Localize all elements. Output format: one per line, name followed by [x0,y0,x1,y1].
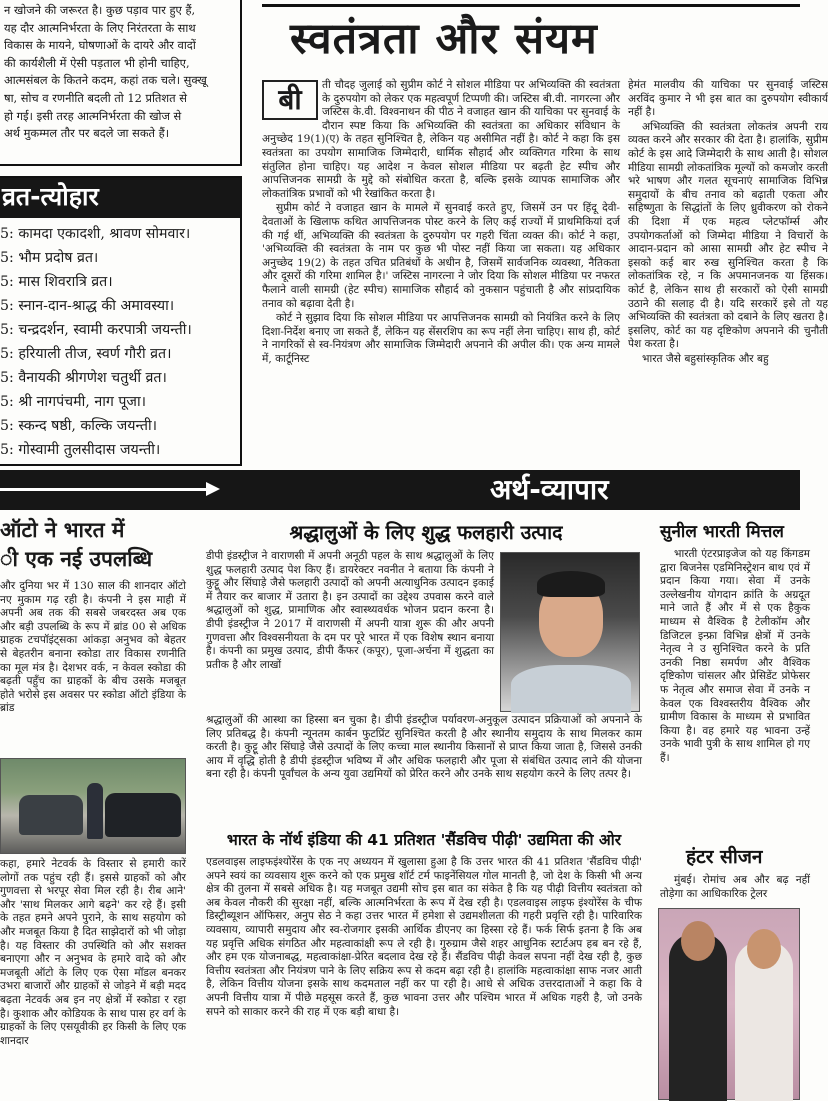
portrait-hair [537,571,605,597]
farhali-headline: श्रद्धालुओं के लिए शुद्ध फलहारी उत्पाद [289,521,563,544]
teaser-line: की कार्यशैली में ऐसी पड़ताल भी होनी चाहिए, [4,55,190,70]
editorial-dropcap: बी [262,80,318,120]
hunter-text-p: मुंबई। रोमांच अब और बढ़ नहीं तोड़ेगा का आधिकारिक ट्रेलर [660,874,810,900]
sunil-headline: सुनील भारती मित्तल [660,522,784,542]
arrow-right-icon [0,488,210,491]
skoda-text1-p: और दुनिया भर में 130 साल की शानदार ऑटो नए मुकाम गढ़ रही है। कंपनी ने इस माही में अपनी अब तक की सबसे जबरदस्त अब एक और बड़ी उपलब्धि के रूप में ब्रांड 00 से अधिक ग्राहक टचपॉइंट्सका आंकड़ा अनुभव को बेहतर से बेहतरीन बनाना स्कोडा तार विकास रणनीति का मूल मंत्र है। देशभर वर्क, न केवल स्कोडा की बढ़ती पहुँच का ग्राहकों के बीच उसके मजबूत होते भरोसे इस अवसर पर स्कोडा ऑटो इंडिया के ब्रांड [0,580,186,715]
section-band [0,470,800,510]
editorial-col1-p3: कोर्ट ने सुझाव दिया कि सोशल मीडिया पर आपत्तिजनक सामग्री को नियंत्रित करने के लिए दिशा-निर्देश बनाए जा सकते हैं, लेकिन यह सेंसरशिप का रूप नहीं लेना चाहिए। साथ ही, कोर्ट ने नागरिकों से स्व-नियंत्रण और सामाजिक जिम्मेदारी अपनाने की अपील की। एक अन्य मामले में, कार्टूनिस्ट [262,312,620,365]
vrat-list-item: 5: गोस्वामी तुलसीदास जयन्ती। [0,442,161,458]
teaser-line: यह दौर आत्मनिर्भरता के लिए निरंतरता के साथ [4,20,196,35]
vrat-list-item: 5: मास शिवरात्रि व्रत। [0,274,113,290]
vrat-list-item: 5: कामदा एकादशी, श्रावण सोमवार। [0,226,191,242]
top-left-teaser [0,0,242,166]
skoda-headline-l2: ी एक नई उपलब्धि [0,547,153,571]
skoda-headline-l1: ऑटो ने भारत में [0,518,125,542]
editorial-col2-p1: हेमंत मालवीय की याचिका पर सुनवाई जस्टिस अरविंद कुमार ने भी इस बात का दुरुपयोग स्वीकार्य नहीं है। [628,79,828,119]
teaser-line: हो गई। इसी तरह आत्मनिर्भरता की खोज से [4,108,182,123]
editorial-col2 [628,79,828,469]
vrat-list-item: 5: हरियाली तीज, स्वर्ण गौरी व्रत। [0,346,172,362]
actor-right-face [747,929,781,969]
sandwich-text-p: एडलवाइस लाइफइंश्योरेंस के एक नए अध्ययन में खुलासा हुआ है कि उत्तर भारत की 41 प्रतिशत 'सैंडविच पीढ़ी' अपने स्वयं का व्यवसाय शुरू करने को एक प्रमुख शॉर्ट टर्म फाइनेंसियल गोल मानती है, जो देश के किसी भी अन्य क्षेत्र की तुलना में सबसे अधिक है। यह मजबूत उद्यमी सोच इस बात का संकेत है कि यह पीढ़ी वित्तीय स्वतंत्रता को अब केवल नौकरी की सुरक्षा नहीं, बल्कि आत्मनिर्भरता के रूप में देख रही है। एडलवाइस लाइफ इंश्योरेंस के चीफ डिस्ट्रीब्यूशन ऑफिसर, अनुप सेठ ने कहा उत्तर भारत में हमेशा से उद्यमशीलता की गहरी प्रवृत्ति रही है। पारिवारिक व्यवसाय, व्यापारी समुदाय और स्व-रोजगार इसकी आर्थिक डीएनए का हिस्सा रहे हैं। फर्क सिर्फ इतना है कि अब यह प्रवृत्ति अधिक संगठित और महत्वाकांक्षी रूप ले रही है। गुरुग्राम जैसे शहर आधुनिक स्टार्टअप हब बन रहे हैं, और हम एक योजनाबद्ध, महत्वाकांक्षा-प्रेरित बदलाव देख रहे हैं। सैंडविच पीढ़ी केवल सपना नहीं देख रही है, कुछ वित्तीय स्वतंत्रता और नियंत्रण पाने के लिए सक्रिय रूप से कदम बढ़ा रही है। हालांकि महत्वाकांक्षा साफ नजर आती है, लेकिन वित्तीय योजना इसके साथ कदमताल नहीं कर पा रही है। आधे से अधिक उत्तरदाताओं ने कहा कि वे अपनी वित्तीय यात्रा में पीछे महसूस करते हैं, कुछ भावना उत्तर और पश्चिम भारत में अधिक गहरी है, जो उनके सपने को साकार करने की राह में एक बड़ी बाधा है। [206,856,642,1018]
vrat-tyohar-title: व्रत-त्योहार [2,182,99,211]
sandwich-text [206,856,642,1100]
teaser-line: अर्थ मुकम्मल तौर पर बदले जा सकते हैं। [4,126,170,141]
sunil-text-p: भारती एंटरप्राइजेज को यह किंगडम द्वारा बिजनेस एडमिनिस्ट्रेशन बाथ एवं में प्रदान किया गया। सेवा में उनके उल्लेखनीय योगदान क्रांति के अग्रदूत माने जाते हैं और में से एक हैकुक माध्यम से वैश्विक है टेलीकॉम और डिजिटल इन्फ्रा विभिन्न क्षेत्रों में उनके नेतृत्व ने उ सुनिश्चित करने के प्रति उनकी निष्ठा समर्पण और वैश्विक दृष्टिकोण चांसलर और प्रेसिडेंट प्रोफेसर फ नेतृत्व और समाज सेवा में उनके न केवल एक विश्वस्तरीय वैश्विक और ग्रामीण विकास के माध्यम से प्रभावित किया है। वह हमारे यह भावना उन्हें उनके भावी पुत्री के साथ शामिल हो गए हैं। [660,548,810,764]
teaser-text [0,0,240,143]
vrat-list-item: 5: चन्द्रदर्शन, स्वामी करपात्री जयन्ती। [0,322,192,338]
car-shape-left [19,795,83,835]
vrat-list-item: 5: भौम प्रदोष व्रत। [0,250,99,266]
farhali-text1-p: डीपी इंडस्ट्रीज ने वाराणसी में अपनी अनूठी पहल के साथ श्रद्धालुओं के लिए शुद्ध फलहारी उत्पाद पेश किए हैं। डायरेक्टर नवनीत ने बताया कि कंपनी ने कुट्टू और सिंघाड़े जैसे फलहारी उत्पादों को अपनी अत्याधुनिक उत्पादन इकाई में तैयार कर बाजार में उतारा है। इन उत्पादों का उद्देश्य उपवास करने वाले श्रद्धालुओं को शुद्ध, प्रामाणिक और स्वास्थ्यवर्धक भोजन प्रदान करना है। डीपी इंडस्ट्रीज ने 2017 में वाराणसी में अपनी यात्रा शुरू की और अपनी गुणवत्ता और विश्वसनीयता के दम पर पूरे भारत में एक विशेष स्थान बनाया है। कंपनी का प्रमुख उत्पाद, डीपी कैंफर (कपूर), पूजा-अर्चना में शुद्धता का प्रतीक है और लाखों [206,550,494,671]
farhali-text1 [206,550,494,712]
vrat-tyohar-title-band [0,178,240,218]
portrait-shirt [511,665,631,713]
editorial-col2-p3: भारत जैसे बहुसांस्कृतिक और बहु [642,352,769,365]
skoda-text1 [0,580,186,752]
teaser-line: षा, सोच व रणनीति बदली तो 12 प्रतिशत से [4,90,187,105]
skoda-text2-p: कहा, हमारे नेटवर्क के विस्तार से हमारी कारें लोगों तक पहुंच रही हैं। इससे ग्राहकों को और गुणवत्ता से भरपूर सेवा मिल रही है। रीब आने' और 'साथ मिलकर आगे बढ़ने' कर रहे हैं। इसी के तहत हमने अपने पुराने, के साथ सहयोग को और मजबूत किया है दित साझेदारों को भी जोड़ा है। यह विस्तार की उपस्थिति को और सशक्त बनाएगा और न अनुभव के हमारे वादे को और मजबूती ऑटो के लिए एक ऐसा मॉडल बनकर उभरा बाजारों और ग्राहकों से जोड़ने में बड़ी मदद बढ़ता नेटवर्क अब इन नए क्षेत्रों में स्कोडा र रहा है। कुशाक और कोडियक के साथ पास हर वर्ग के ग्राहकों के लिए एसयूवीकी हर किसी के लिए एक शानदार [0,858,186,1047]
arrow-head [206,482,220,496]
editorial-col1-p2: सुप्रीम कोर्ट ने वजाहत खान के मामले में सुनवाई करते हुए, जिसमें उन पर हिंदू देवी-देवताओं के खिलाफ कथित आपत्तिजनक पोस्ट करने के लिए कई राज्यों में प्राथमिकियां दर्ज की गई थीं, अभिव्यक्ति की स्वतंत्रता के दुरुपयोग पर गहरी चिंता व्यक्त की। कोर्ट ने कहा, 'अभिव्यक्ति की स्वतंत्रता के नाम पर कुछ भी पोस्ट नहीं किया जा सकता। यह अधिकार अनुच्छेद 19(2) के तहत उचित प्रतिबंधों के अधीन है, जिसमें सार्वजनिक व्यवस्था, नैतिकता और दूसरों की गरिमा शामिल है।' जस्टिस नागरत्ना ने जोर दिया कि सोशल मीडिया पर नफरत फैलाने वाली सामग्री (हेट स्पीच) सामाजिक सौहार्द को नुकसान पहुंचाती है और सांप्रदायिक तनाव को बढ़ावा देती है। [262,202,620,310]
hunter-photo [658,908,800,1100]
sunil-text [660,548,810,834]
vrat-list [0,218,240,462]
farhali-photo [500,552,640,712]
vrat-list-item: 5: स्कन्द षष्ठी, कल्कि जयन्ती। [0,418,158,434]
actor-left-face [681,921,715,961]
vrat-list-item: 5: श्री नागपंचमी, नाग पूजा। [0,394,147,410]
skoda-text2 [0,858,186,1100]
vrat-list-item: 5: वैनायकी श्रीगणेश चतुर्थी व्रत। [0,370,167,386]
editorial-headline: स्वतंत्रता और संयम [290,14,598,64]
vrat-list-item: 5: स्नान-दान-श्राद्ध की अमावस्या। [0,298,175,314]
teaser-line: न खोजने की जरूरत है। कुछ पड़ाव पार हुए हैं, [4,3,196,17]
editorial-top-rule [262,4,800,7]
teaser-line: विकास के मायने, घोषणाओं के दायरे और वादों [4,38,196,53]
car-shape-right [105,793,181,837]
farhali-text2 [206,714,642,826]
person-shape [87,783,103,839]
skoda-headline [0,516,200,574]
hunter-headline: हंटर सीजन [686,846,763,868]
hunter-text [660,874,810,906]
section-title: अर्थ-व्यापार [490,473,609,506]
farhali-text2-p: श्रद्धालुओं की आस्था का हिस्सा बन चुका है। डीपी इंडस्ट्रीज पर्यावरण-अनुकूल उत्पादन प्रक्रियाओं को अपनाने के लिए प्रतिबद्ध है। कंपनी न्यूनतम कार्बन फुटप्रिंट सुनिश्चित करती है और स्थानीय समुदाय के साथ मिलकर काम करती है। कुट्टू और सिंघाड़े जैसे उत्पादों के लिए कच्चा माल स्थानीय किसानों से प्राप्त किया जाता है, जिससे उनकी आय में वृद्धि होती है डीपी इंडस्ट्रीज भविष्य में और अधिक फलहारी और पूजा से संबंधित उत्पाद लाने की योजना बना रही है। कंपनी पूर्वांचल के अन्य युवा उद्यमियों को प्रेरित करने और उनके साथ सहयोग करने के लिए तत्पर है। [206,714,642,781]
editorial-col1-p1: ती चौदह जुलाई को सुप्रीम कोर्ट ने सोशल मीडिया पर अभिव्यक्ति की स्वतंत्रता के दुरुपयोग को लेकर एक महत्वपूर्ण टिप्पणी की। जस्टिस बी.वी. नागरत्ना और जस्टिस के.वी. विश्वनाथन की पीठ ने वजाहत खान की याचिका पर सुनवाई के दौरान स्पष्ट किया कि अभिव्यक्ति की स्वतंत्रता का अधिकार संविधान के अनुच्छेद 19(1)(ए) के तहत सुनिश्चित है, लेकिन यह असीमित नहीं है। कोर्ट ने कहा कि इस स्वतंत्रता का उपयोग सामाजिक जिम्मेदारी, धार्मिक सौहार्द और व्यक्तिगत गरिमा के साथ संतुलित होना चाहिए। यह आदेश न केवल सोशल मीडिया पर बढ़ती हेट स्पीच और आपत्तिजनक सामग्री के मुद्दे को संबोधित करता है, बल्कि इसके व्यापक सामाजिक और लोकतांत्रिक प्रभावों को भी रेखांकित करता है। [262,79,620,200]
teaser-line: आत्मसंबल के कितने कदम, कहां तक चले। सुक्खू [4,73,207,88]
vrat-tyohar-box [0,176,242,466]
skoda-photo [0,758,186,854]
editorial-col2-p2: अभिव्यक्ति की स्वतंत्रता लोकतंत्र अपनी राय व्यक्त करने और सरकार की देता है। हालांकि, सुप्रीम कोर्ट के इस आदे जिम्मेदारी के साथ आती है। सोशल मीडिया सामग्री लोकतांत्रिक मूल्यों को कमजोर करती भरे भाषण और गलत सूचनाएं सामाजिक विभिन्न समुदायों के बीच तनाव को बढ़ाती एकता और सहिष्णुता के सिद्धांतों के लिए ध्रुवीकरण को रोकने की दिशा में एक महत्व प्लेटफॉर्म्स और उपयोगकर्ताओं को जिम्मेदा मीडिया ने विचारों के आदान-प्रदान को आसा सामग्री और हेट स्पीच ने इसको कई बार रुख सुनिश्चित करता है कि लोकतांत्रिक रहे, न कि अपमानजनक या हिंसक। कोर्ट है, लेकिन साथ ही सरकारों को ऐसी सामग्री उठाने की सलाह दी है। यदि सरकारें इसे तो यह अभिव्यक्ति की स्वतंत्रता को दबाने के लिए खतरा है। इसलिए, कोर्ट का यह दृष्टिकोण अपनाने की चुनौती पेश करता है। [628,120,828,351]
editorial-col1 [262,79,620,469]
sandwich-headline: भारत के नॉर्थ इंडिया की 41 प्रतिशत 'सैंडविच पीढ़ी' उद्यमिता की ओर [226,831,622,849]
